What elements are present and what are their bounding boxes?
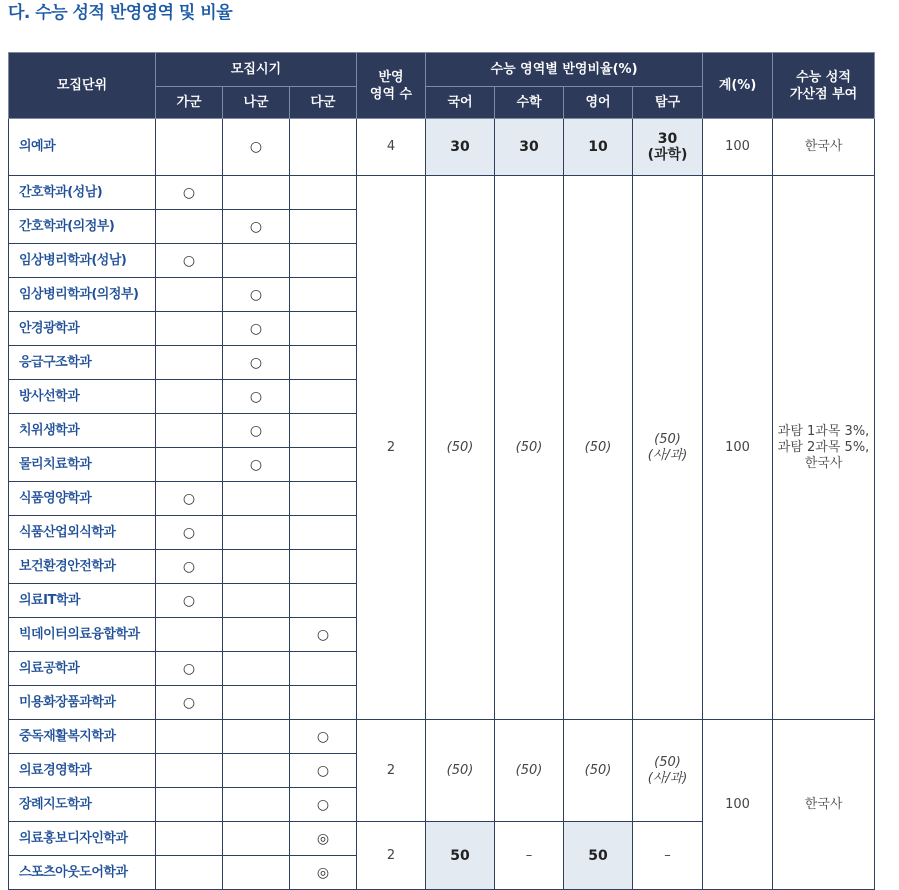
total-cell: 100 xyxy=(703,119,773,176)
da-cell xyxy=(290,550,357,584)
na-cell: ○ xyxy=(223,380,290,414)
header-period: 모집시기 xyxy=(156,53,357,87)
na-cell xyxy=(223,856,290,890)
dept-name: 간호학과(의정부) xyxy=(9,210,156,244)
count-cell: 2 xyxy=(357,822,426,890)
dept-name: 스포츠아웃도어학과 xyxy=(9,856,156,890)
ga-cell: ○ xyxy=(156,516,223,550)
da-cell xyxy=(290,278,357,312)
da-cell xyxy=(290,584,357,618)
da-cell xyxy=(290,652,357,686)
bonus-cell: 한국사 xyxy=(773,720,875,890)
ga-cell xyxy=(156,856,223,890)
header-korean: 국어 xyxy=(426,87,495,119)
ga-cell xyxy=(156,448,223,482)
table-row xyxy=(9,720,875,754)
dept-name: 치위생학과 xyxy=(9,414,156,448)
table-row xyxy=(9,176,875,210)
page-title: 다. 수능 성적 반영영역 및 비율 xyxy=(8,3,233,23)
ga-cell xyxy=(156,346,223,380)
na-cell xyxy=(223,754,290,788)
dept-name: 장례지도학과 xyxy=(9,788,156,822)
na-cell xyxy=(223,652,290,686)
na-cell xyxy=(223,686,290,720)
english-cell: (50) xyxy=(564,176,633,720)
header-da: 다군 xyxy=(290,87,357,119)
dept-name: 의료공학과 xyxy=(9,652,156,686)
dept-name: 식품영양학과 xyxy=(9,482,156,516)
dept-name: 임상병리학과(의정부) xyxy=(9,278,156,312)
da-cell: ○ xyxy=(290,720,357,754)
header-count: 반영 영역 수 xyxy=(357,53,426,119)
dept-name: 방사선학과 xyxy=(9,380,156,414)
header-total: 계(%) xyxy=(703,53,773,119)
header-english: 영어 xyxy=(564,87,633,119)
dept-name: 의료IT학과 xyxy=(9,584,156,618)
inquiry-cell: 30 (과학) xyxy=(633,119,703,176)
ga-cell: ○ xyxy=(156,550,223,584)
korean-cell: 50 xyxy=(426,822,495,890)
na-cell xyxy=(223,176,290,210)
da-cell: ◎ xyxy=(290,822,357,856)
na-cell xyxy=(223,482,290,516)
inquiry-cell: (50) (사/과) xyxy=(633,720,703,822)
header-na: 나군 xyxy=(223,87,290,119)
da-cell xyxy=(290,516,357,550)
ga-cell xyxy=(156,278,223,312)
ga-cell xyxy=(156,414,223,448)
ga-cell xyxy=(156,822,223,856)
ga-cell: ○ xyxy=(156,244,223,278)
admission-table xyxy=(8,52,875,890)
inquiry-cell: (50) (사/과) xyxy=(633,176,703,720)
na-cell: ○ xyxy=(223,278,290,312)
dept-name: 중독재활복지학과 xyxy=(9,720,156,754)
na-cell xyxy=(223,516,290,550)
ga-cell xyxy=(156,312,223,346)
header-unit: 모집단위 xyxy=(9,53,156,119)
ga-cell xyxy=(156,210,223,244)
ga-cell: ○ xyxy=(156,652,223,686)
korean-cell: (50) xyxy=(426,720,495,822)
na-cell: ○ xyxy=(223,119,290,176)
da-cell xyxy=(290,119,357,176)
na-cell xyxy=(223,618,290,652)
da-cell: ◎ xyxy=(290,856,357,890)
na-cell xyxy=(223,244,290,278)
ga-cell: ○ xyxy=(156,482,223,516)
dept-name: 보건환경안전학과 xyxy=(9,550,156,584)
bonus-cell: 과탐 1과목 3%, 과탐 2과목 5%, 한국사 xyxy=(773,176,875,720)
ga-cell xyxy=(156,788,223,822)
count-cell: 4 xyxy=(357,119,426,176)
dept-name: 임상병리학과(성남) xyxy=(9,244,156,278)
ga-cell xyxy=(156,720,223,754)
dept-name: 의료홍보디자인학과 xyxy=(9,822,156,856)
inquiry-cell: – xyxy=(633,822,703,890)
na-cell xyxy=(223,584,290,618)
ga-cell: ○ xyxy=(156,176,223,210)
ga-cell: ○ xyxy=(156,686,223,720)
na-cell xyxy=(223,550,290,584)
na-cell xyxy=(223,720,290,754)
na-cell: ○ xyxy=(223,448,290,482)
english-cell: (50) xyxy=(564,720,633,822)
ga-cell: ○ xyxy=(156,584,223,618)
dept-name: 의료경영학과 xyxy=(9,754,156,788)
dept-name: 빅데이터의료융합학과 xyxy=(9,618,156,652)
korean-cell: (50) xyxy=(426,176,495,720)
ga-cell xyxy=(156,380,223,414)
count-cell: 2 xyxy=(357,720,426,822)
header-ga: 가군 xyxy=(156,87,223,119)
ga-cell xyxy=(156,119,223,176)
bonus-cell: 한국사 xyxy=(773,119,875,176)
dept-name: 간호학과(성남) xyxy=(9,176,156,210)
header-bonus: 수능 성적 가산점 부여 xyxy=(773,53,875,119)
na-cell: ○ xyxy=(223,346,290,380)
math-cell: (50) xyxy=(495,720,564,822)
na-cell xyxy=(223,788,290,822)
da-cell xyxy=(290,244,357,278)
da-cell xyxy=(290,176,357,210)
total-cell: 100 xyxy=(703,176,773,720)
math-cell: (50) xyxy=(495,176,564,720)
da-cell xyxy=(290,210,357,244)
dept-name: 미용화장품과학과 xyxy=(9,686,156,720)
ga-cell xyxy=(156,754,223,788)
da-cell xyxy=(290,448,357,482)
dept-name: 식품산업외식학과 xyxy=(9,516,156,550)
na-cell: ○ xyxy=(223,312,290,346)
da-cell xyxy=(290,686,357,720)
na-cell: ○ xyxy=(223,210,290,244)
na-cell xyxy=(223,822,290,856)
na-cell: ○ xyxy=(223,414,290,448)
ga-cell xyxy=(156,618,223,652)
da-cell: ○ xyxy=(290,618,357,652)
da-cell: ○ xyxy=(290,788,357,822)
da-cell: ○ xyxy=(290,754,357,788)
math-cell: – xyxy=(495,822,564,890)
da-cell xyxy=(290,414,357,448)
dept-name: 응급구조학과 xyxy=(9,346,156,380)
da-cell xyxy=(290,482,357,516)
count-cell: 2 xyxy=(357,176,426,720)
da-cell xyxy=(290,312,357,346)
dept-name: 의예과 xyxy=(9,119,156,176)
english-cell: 10 xyxy=(564,119,633,176)
da-cell xyxy=(290,346,357,380)
dept-name: 물리치료학과 xyxy=(9,448,156,482)
dept-name: 안경광학과 xyxy=(9,312,156,346)
total-cell: 100 xyxy=(703,720,773,890)
math-cell: 30 xyxy=(495,119,564,176)
header-inquiry: 탐구 xyxy=(633,87,703,119)
table-row xyxy=(9,119,875,176)
da-cell xyxy=(290,380,357,414)
korean-cell: 30 xyxy=(426,119,495,176)
header-ratio: 수능 영역별 반영비율(%) xyxy=(426,53,703,87)
header-math: 수학 xyxy=(495,87,564,119)
english-cell: 50 xyxy=(564,822,633,890)
